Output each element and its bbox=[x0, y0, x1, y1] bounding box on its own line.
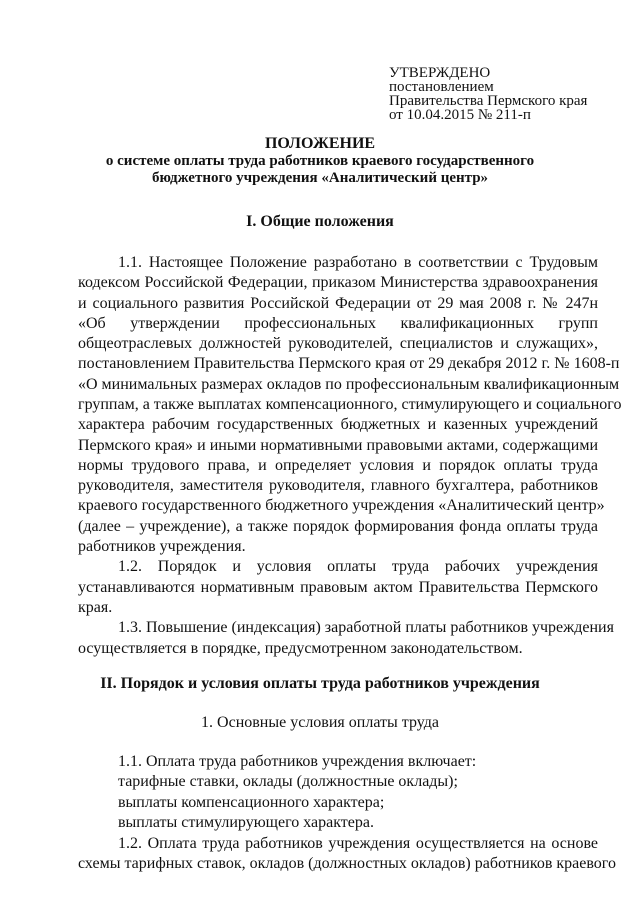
paragraph-line: и социального развития Российской Федерации от 29 мая 2008 г. № 247н bbox=[78, 295, 598, 312]
paragraph-line: выплаты компенсационного характера; bbox=[118, 794, 385, 811]
paragraph-line: постановлением Правительства Пермского края от 29 декабря 2012 г. № 1608-п bbox=[78, 355, 620, 372]
paragraph-line: края. bbox=[78, 599, 113, 616]
paragraph-line: 1.2. Порядок и условия оплаты труда рабочих учреждения bbox=[118, 558, 598, 575]
paragraph-line: «О минимальных размерах окладов по профессиональным квалификационным bbox=[78, 376, 620, 393]
paragraph-line: работников учреждения. bbox=[78, 538, 246, 555]
approval-stamp: УТВЕРЖДЕНО bbox=[389, 65, 491, 81]
paragraph-line: 1.1. Оплата труда работников учреждения включает: bbox=[118, 753, 477, 770]
paragraph-line: тарифные ставки, оклады (должностные оклады); bbox=[118, 773, 458, 790]
section-heading: I. Общие положения bbox=[246, 213, 394, 230]
approval-block bbox=[389, 66, 629, 122]
section-heading: II. Порядок и условия оплаты труда работников учреждения bbox=[100, 675, 540, 692]
approval-line: постановлением bbox=[389, 79, 494, 95]
paragraph-line: (далее – учреждение), а также порядок формирования фонда оплаты труда bbox=[78, 518, 598, 535]
paragraph-line: нормы трудового права, и определяет условия и порядок оплаты труда bbox=[78, 457, 598, 474]
document-title: ПОЛОЖЕНИЕ bbox=[264, 135, 376, 152]
approval-line: Правительства Пермского края bbox=[389, 93, 588, 109]
approval-line: от 10.04.2015 № 211-п bbox=[389, 107, 531, 123]
paragraph-line: характера рабочим государственных бюджетных и казенных учреждений bbox=[78, 416, 598, 433]
paragraph-line: 1.1. Настоящее Положение разработано в соответствии с Трудовым bbox=[118, 254, 598, 271]
document-subtitle-line: о системе оплаты труда работников краевого государственного bbox=[105, 153, 535, 169]
paragraph-line: кодексом Российской Федерации, приказом Министерства здравоохранения bbox=[78, 274, 598, 291]
paragraph-line: устанавливаются нормативным правовым актом Правительства Пермского bbox=[78, 579, 598, 596]
paragraph-line: краевого государственного бюджетного учреждения «Аналитический центр» bbox=[78, 497, 605, 514]
paragraph-line: 1.3. Повышение (индексация) заработной платы работников учреждения bbox=[118, 619, 614, 636]
document-subtitle-line: бюджетного учреждения «Аналитический центр» bbox=[151, 170, 489, 186]
paragraph-line: руководителя, заместителя руководителя, главного бухгалтера, работников bbox=[78, 477, 598, 494]
paragraph-line: выплаты стимулирующего характера. bbox=[118, 814, 374, 831]
paragraph-line: Пермского края» и иными нормативными правовыми актами, содержащими bbox=[78, 437, 598, 454]
paragraph-line: 1.2. Оплата труда работников учреждения осуществляется на основе bbox=[118, 835, 598, 852]
paragraph-line: группам, а также выплатах компенсационного, стимулирующего и социального bbox=[78, 396, 622, 413]
paragraph-line: «Об утверждении профессиональных квалификационных групп bbox=[78, 315, 598, 332]
subsection-heading: 1. Основные условия оплаты труда bbox=[201, 714, 439, 731]
paragraph-line: схемы тарифных ставок, окладов (должностных окладов) работников краевого bbox=[78, 855, 616, 872]
paragraph-line: общеотраслевых должностей руководителей, специалистов и служащих», bbox=[78, 335, 598, 352]
paragraph-line: осуществляется в порядке, предусмотренном законодательством. bbox=[78, 640, 523, 657]
